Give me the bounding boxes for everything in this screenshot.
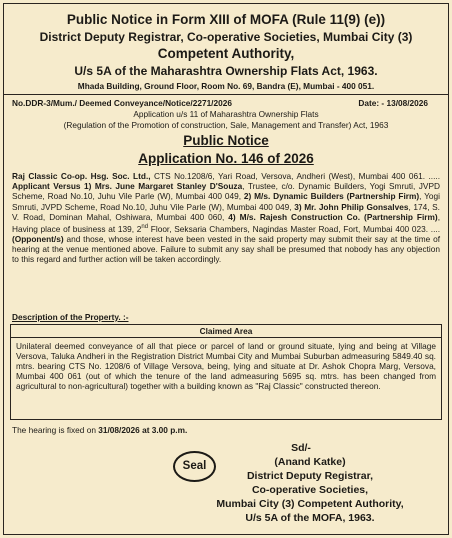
signatory-act: U/s 5A of the MOFA, 1963. [245, 512, 375, 524]
application-line: Application u/s 11 of Maharashtra Ownership Flats [133, 109, 319, 119]
regulation-line: (Regulation of the Promotion of construction, Sale, Management and Transfer) Act, 1963 [63, 120, 389, 130]
divider [4, 94, 448, 95]
office-address: Mhada Building, Ground Floor, Room No. 69, Bandra (E), Mumbai - 400 051. [77, 81, 375, 91]
seal-stamp: Seal [173, 451, 216, 482]
opponent4-address-cont: Floor, Seksaria Chambers, Nagindas Master Road, Fort, Mumbai 400 023. .... [148, 223, 440, 234]
opponent2-name: 2) M/s. Dynamic Builders (Partnership Firm) [243, 191, 420, 202]
parties-heading: Applicant Versus 1) Mrs. June Margaret Stanley D'Souza [12, 181, 243, 192]
signed-mark: Sd/- [291, 442, 311, 454]
society-address: CTS No.1208/6, Yari Road, Versova, Andheri (West), Mumbai 400 061. ..... [150, 171, 440, 181]
opponent4-name: 4) M/s. Rajesh Construction Co. (Partnership Firm) [228, 211, 438, 222]
signatory-dept: Co-operative Societies, [251, 484, 369, 496]
hearing-line [12, 425, 187, 435]
authority-line: District Deputy Registrar, Co-operative Societies, Mumbai City (3) [39, 30, 413, 44]
notice-instructions: and those, whose interest have been vested in the said property may submit their say at the time of hearing at the venue mentioned above. Failure to submit any say shall be presumed that nobody has any objection to this regard and further action will be taken accordingly. [12, 233, 440, 265]
society-name: Raj Classic Co-op. Hsg. Soc. Ltd., [12, 171, 151, 181]
opponent1-address: , Trustee, c/o. Dynamic Builders, Yogi Smruti, JVPD Scheme, Road No.10, Juhu Vile Parle (W), Mumbai 400 049, [12, 181, 440, 202]
signatory-name: (Anand Katke) [274, 456, 346, 468]
signatory-title: District Deputy Registrar, [246, 470, 374, 482]
act-line: U/s 5A of the Maharashtra Ownership Flats Act, 1963. [74, 64, 378, 78]
opponents-label: (Opponent/s) [12, 233, 64, 244]
opponent3-address: , 174, S. V. Road, Dominan Mahal, Oshiwara, Mumbai 400 060, [12, 201, 440, 222]
hearing-datetime: 31/08/2026 at 3.00 p.m. [98, 425, 188, 435]
description-heading: Description of the Property. :- [12, 312, 129, 322]
competent-authority: Competent Authority, [157, 46, 295, 61]
claimed-area-heading: Claimed Area [11, 325, 441, 338]
notice-heading: Public Notice in Form XIII of MOFA (Rule 11(9) (e)) [66, 12, 386, 27]
application-number: Application No. 146 of 2026 [138, 151, 314, 166]
notice-date: Date: - 13/08/2026 [358, 98, 428, 108]
ordinal-suffix: nd [141, 224, 149, 231]
signatory-authority: Mumbai City (3) Competent Authority, [216, 498, 404, 510]
opponent3-name: 3) Mr. John Philip Gonsalves [294, 201, 409, 212]
hearing-prefix: The hearing is fixed on [12, 425, 99, 435]
claimed-area-text: Unilateral deemed conveyance of all that piece or parcel of land or ground situate, lying and being at Village Versova, Taluka Andheri in the Registration District Mumbai City and Mumbai Suburban admeasuring 5849.40 sq. mtrs. bearing CTS No. 1208/6 of Village Versova, being, lying and situate at Dr. Ashok Chopra Marg, Versova, Mumbai 400 061 (out of which the tenure of the land admeasuring 5695 sq. mtrs. has been changed from agricultural to non-agricultural) together with a building known as "Raj Classic" constructed thereon. [16, 341, 436, 392]
claimed-area-box [10, 324, 442, 420]
opponent4-address: , Having place of business at 139, 2 [12, 211, 440, 234]
notice-body [12, 171, 440, 265]
reference-number: No.DDR-3/Mum./ Deemed Conveyance/Notice/2271/2026 [12, 98, 232, 108]
notice-title: Public Notice [183, 133, 269, 148]
opponent2-address: , Yogi Smruti, JVPD Scheme, Road No.10, Juhu Vile Parle (W), Mumbai 400 049, [12, 191, 441, 212]
